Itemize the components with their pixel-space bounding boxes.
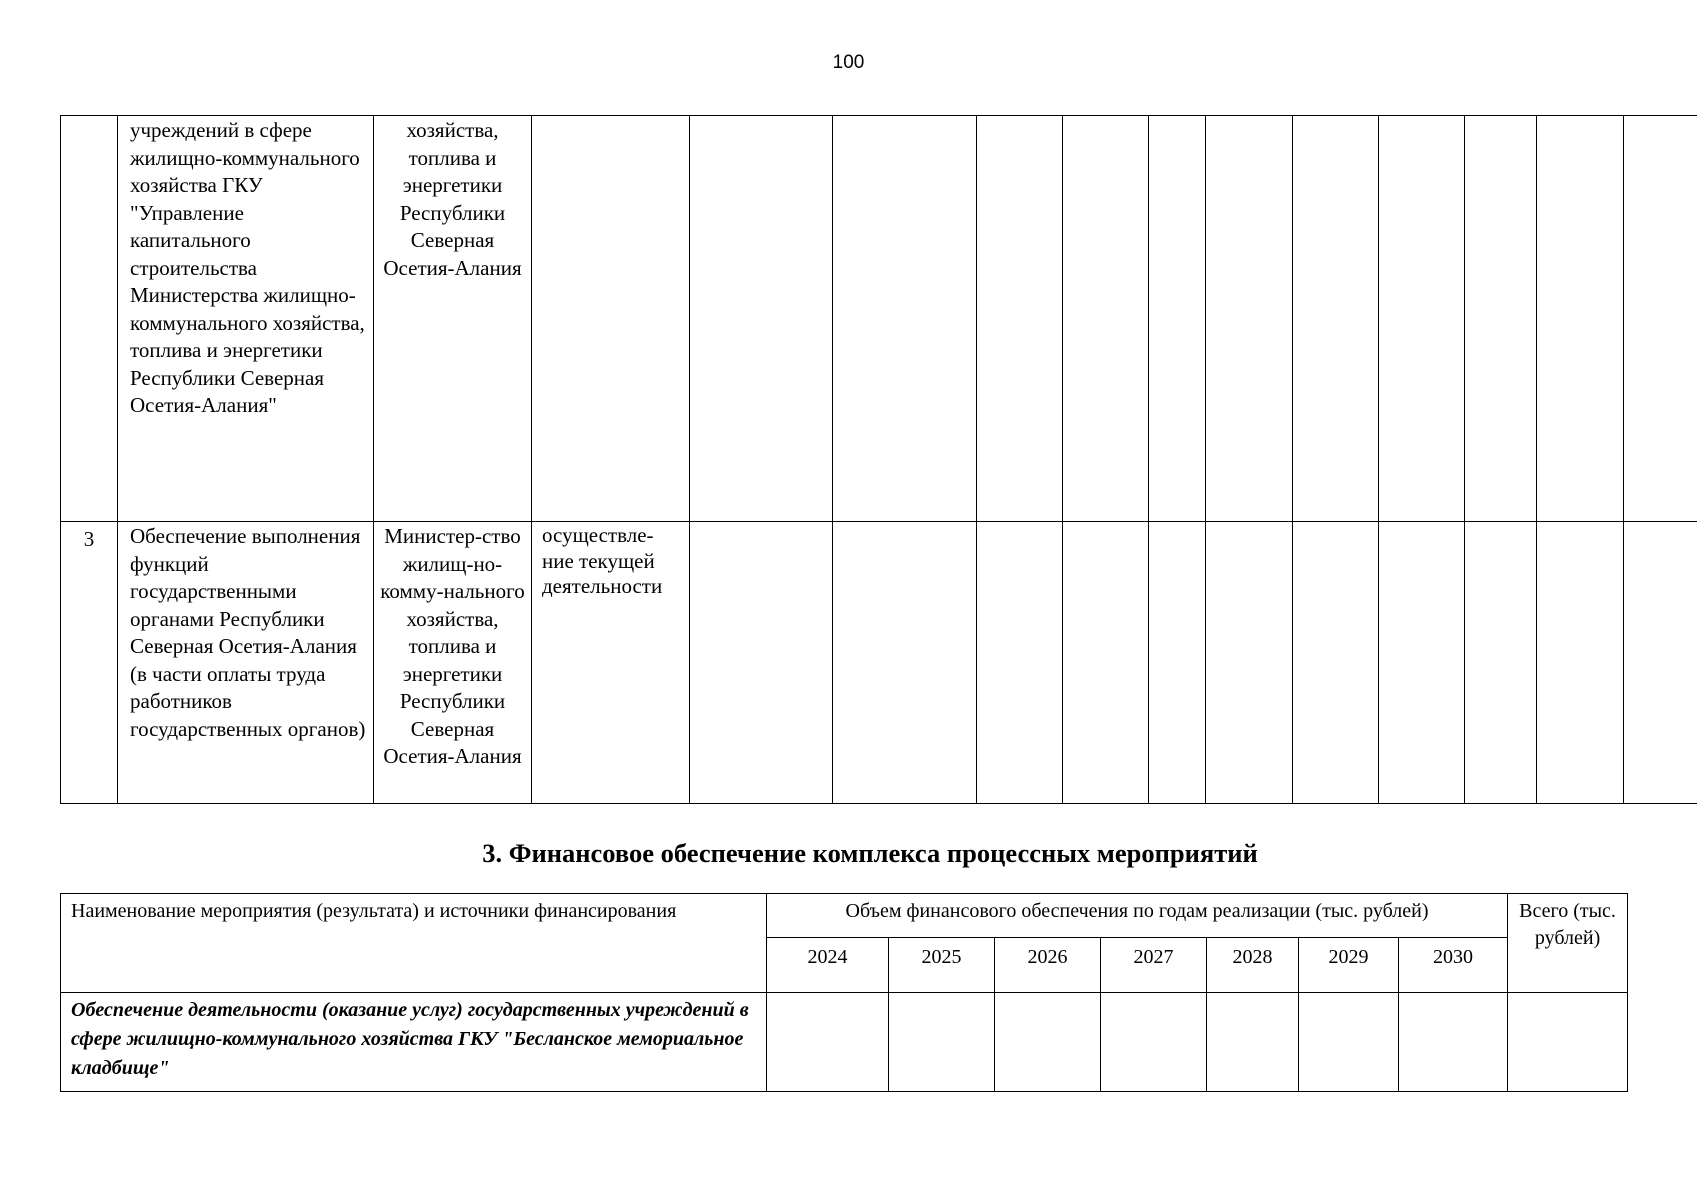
- empty-cell: [1149, 116, 1206, 522]
- row-number-cell: 3: [61, 522, 118, 804]
- activity-name-cell: Обеспечение выполнения функций государственными органами Республики Северная Осетия-Алания (в части оплаты труда работников государственных органов): [118, 522, 374, 804]
- year-header-cell: 2029: [1299, 938, 1399, 993]
- responsible-cell: Министер-ство жилищ-но-комму-нального хозяйства, топлива и энергетики Республики Северная Осетия-Алания: [374, 522, 532, 804]
- year-header-cell: 2030: [1399, 938, 1508, 993]
- header-name-cell: Наименование мероприятия (результата) и источники финансирования: [61, 894, 767, 993]
- empty-cell: [833, 116, 977, 522]
- row-number-cell: [61, 116, 118, 522]
- empty-cell: [1101, 993, 1207, 1092]
- empty-cell: [833, 522, 977, 804]
- activity-name-cell: учреждений в сфере жилищно-коммунального хозяйства ГКУ "Управление капитального строительства Министерства жилищно-коммунального хозяйства, топлива и энергетики Республики Северная Осетия-Алания": [118, 116, 374, 522]
- empty-cell: [1399, 993, 1508, 1092]
- empty-cell: [1293, 522, 1379, 804]
- empty-cell: [1206, 116, 1293, 522]
- empty-cell: [767, 993, 889, 1092]
- empty-cell: [1206, 522, 1293, 804]
- table-row: [61, 116, 1697, 522]
- empty-cell: [1207, 993, 1299, 1092]
- year-header-cell: 2026: [995, 938, 1101, 993]
- header-total-cell: Всего (тыс. рублей): [1508, 894, 1628, 993]
- year-header-cell: 2024: [767, 938, 889, 993]
- header-volume-cell: Объем финансового обеспечения по годам реализации (тыс. рублей): [767, 894, 1508, 938]
- empty-cell: [1537, 522, 1624, 804]
- activities-table: [60, 115, 1697, 804]
- empty-cell: [1624, 116, 1697, 522]
- table-row: [61, 522, 1697, 804]
- year-header-cell: 2027: [1101, 938, 1207, 993]
- empty-cell: [1379, 522, 1465, 804]
- year-header-cell: 2028: [1207, 938, 1299, 993]
- item-name-cell: Обеспечение деятельности (оказание услуг) государственных учреждений в сфере жилищно-коммунального хозяйства ГКУ "Бесланское мемориальное кладбище": [61, 993, 767, 1092]
- page-number: 100: [832, 52, 865, 73]
- activity-type-cell: [532, 116, 690, 522]
- empty-cell: [995, 993, 1101, 1092]
- empty-cell: [1379, 116, 1465, 522]
- financing-table: [60, 893, 1628, 1092]
- empty-cell: [690, 522, 833, 804]
- section-title: 3. Финансовое обеспечение комплекса процессных мероприятий: [482, 838, 1258, 868]
- empty-cell: [889, 993, 995, 1092]
- empty-cell: [690, 116, 833, 522]
- activity-type-cell: осуществле-ние текущей деятельности: [532, 522, 690, 804]
- table-row: [61, 993, 1628, 1092]
- empty-cell: [1465, 116, 1537, 522]
- empty-cell: [977, 522, 1063, 804]
- empty-cell: [1149, 522, 1206, 804]
- empty-cell: [1508, 993, 1628, 1092]
- empty-cell: [1299, 993, 1399, 1092]
- empty-cell: [1063, 116, 1149, 522]
- empty-cell: [977, 116, 1063, 522]
- empty-cell: [1293, 116, 1379, 522]
- empty-cell: [1063, 522, 1149, 804]
- empty-cell: [1465, 522, 1537, 804]
- year-header-cell: 2025: [889, 938, 995, 993]
- empty-cell: [1537, 116, 1624, 522]
- responsible-cell: хозяйства, топлива и энергетики Республики Северная Осетия-Алания: [374, 116, 532, 522]
- header-row: [61, 894, 1628, 938]
- empty-cell: [1624, 522, 1697, 804]
